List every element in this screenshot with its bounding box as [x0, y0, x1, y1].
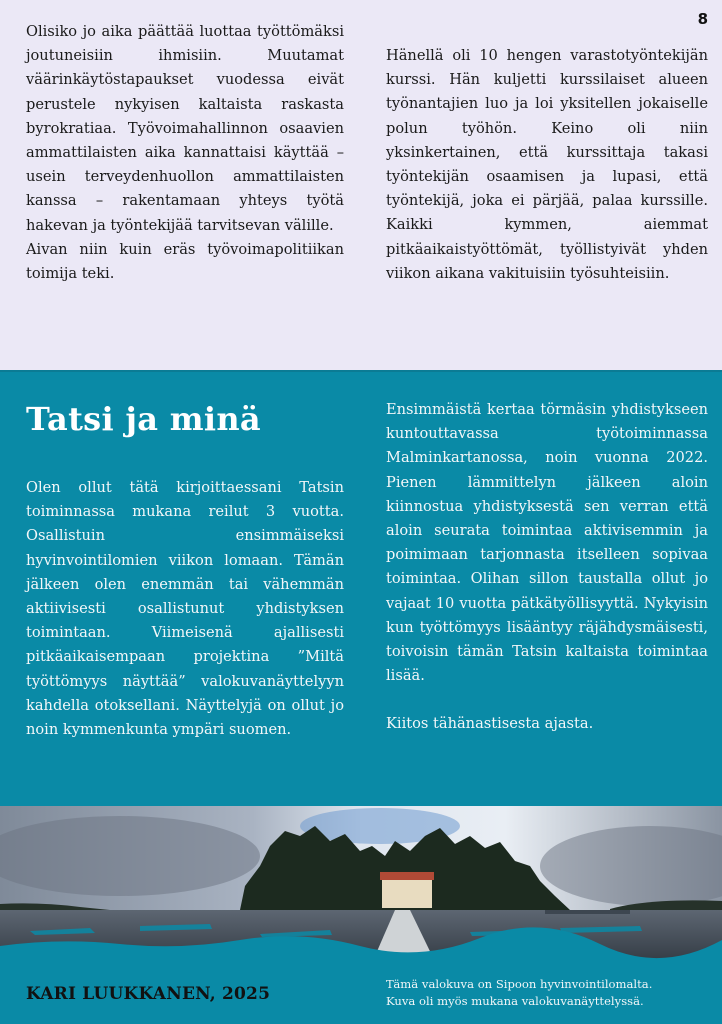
section-left-column — [26, 476, 344, 742]
footer — [0, 960, 722, 1024]
top-left-paragraph-2: Aivan niin kuin eräs työvoimapolitiikan toimija teki. — [26, 240, 344, 283]
top-left-column — [26, 20, 344, 286]
top-section — [0, 0, 722, 370]
top-right-paragraph: Hänellä oli 10 hengen varastotyöntekijän kurssi. Hän kuljetti kurssilaiset alueen työnantajien luo ja loi yksitellen jokaiselle polun työhön. Keino oli niin yksinkertainen, että kurssittaja takasi työntekijän osaamisen ja lupasi, että työntekijä, joka ei pärjää, palaa kurssille. Kaikki kymmen, aiemmat pitkäaikaistyöttömät, työllistyivät yhden viikon aikana vakituisiin työsuhteisiin. — [386, 47, 708, 282]
lake-island-image — [0, 806, 722, 972]
section-left-paragraph: Olen ollut tätä kirjoittaessani Tatsin toiminnassa mukana reilut 3 vuotta. Osallistuin ensimmäiseksi hyvinvointilomien viikon lomaan. Tämän jälkeen olen enemmän tai vähemmän aktiivisesti osallistunut yhdistyksen toimintaan. Viimeisenä ajallisesti pitkäaikaisempaan projektina ”Miltä työttömyys näyttää” valokuvanäyttelyyn kahdella otoksellani. Näyttelyjä on ollut jo noin kymmenkunta ympäri suomen. — [26, 479, 344, 739]
section-heading: Tatsi ja minä — [26, 400, 261, 438]
thanks-paragraph: Kiitos tähänastisesta ajasta. — [386, 715, 594, 733]
photo-caption — [386, 976, 652, 1010]
lake-photo — [0, 806, 722, 972]
caption-line-1: Tämä valokuva on Sipoon hyvinvointilomalta. — [386, 977, 653, 991]
author-credit: KARI LUUKKANEN, 2025 — [26, 984, 271, 1004]
page-number: 8 — [697, 10, 708, 28]
caption-line-2: Kuva oli myös mukana valokuvanäyttelyssä. — [386, 994, 644, 1008]
tatsi-section — [0, 370, 722, 806]
section-right-column — [386, 398, 708, 737]
section-right-paragraph: Ensimmäistä kertaa törmäsin yhdistykseen kuntouttavassa työtoiminnassa Malminkartanossa, noin vuonna 2022. Pienen lämmittelyn jälkeen aloin kiinnostua yhdistyksestä sen verran että aloin seurata toimintaa aktivisemmin ja poimimaan tarjonnasta itselleen sopivaa toimintaa. Olihan sillon taustalla ollut jo vajaat 10 vuotta pätkätyöllisyyttä. Nykyisin kun työttömyys lisääntyy räjähdysmäisesti, toivoisin tämän Tatsin kaltaista toimintaa lisää. — [386, 401, 708, 685]
top-left-paragraph: Olisiko jo aika päättää luottaa työttömäksi joutuneisiin ihmisiin. Muutamat väärinkäytöstapaukset vuodessa eivät perustele nykyisen kaltaista raskasta byrokratiaa. Työvoimahallinnon osaavien ammattilaisten aika kannattaisi käyttää – usein terveydenhuollon ammattilaisten kanssa – rakentamaan yhteys työtä hakevan ja työntekijää tarvitsevan välille. — [26, 23, 344, 234]
top-right-column — [386, 44, 708, 286]
